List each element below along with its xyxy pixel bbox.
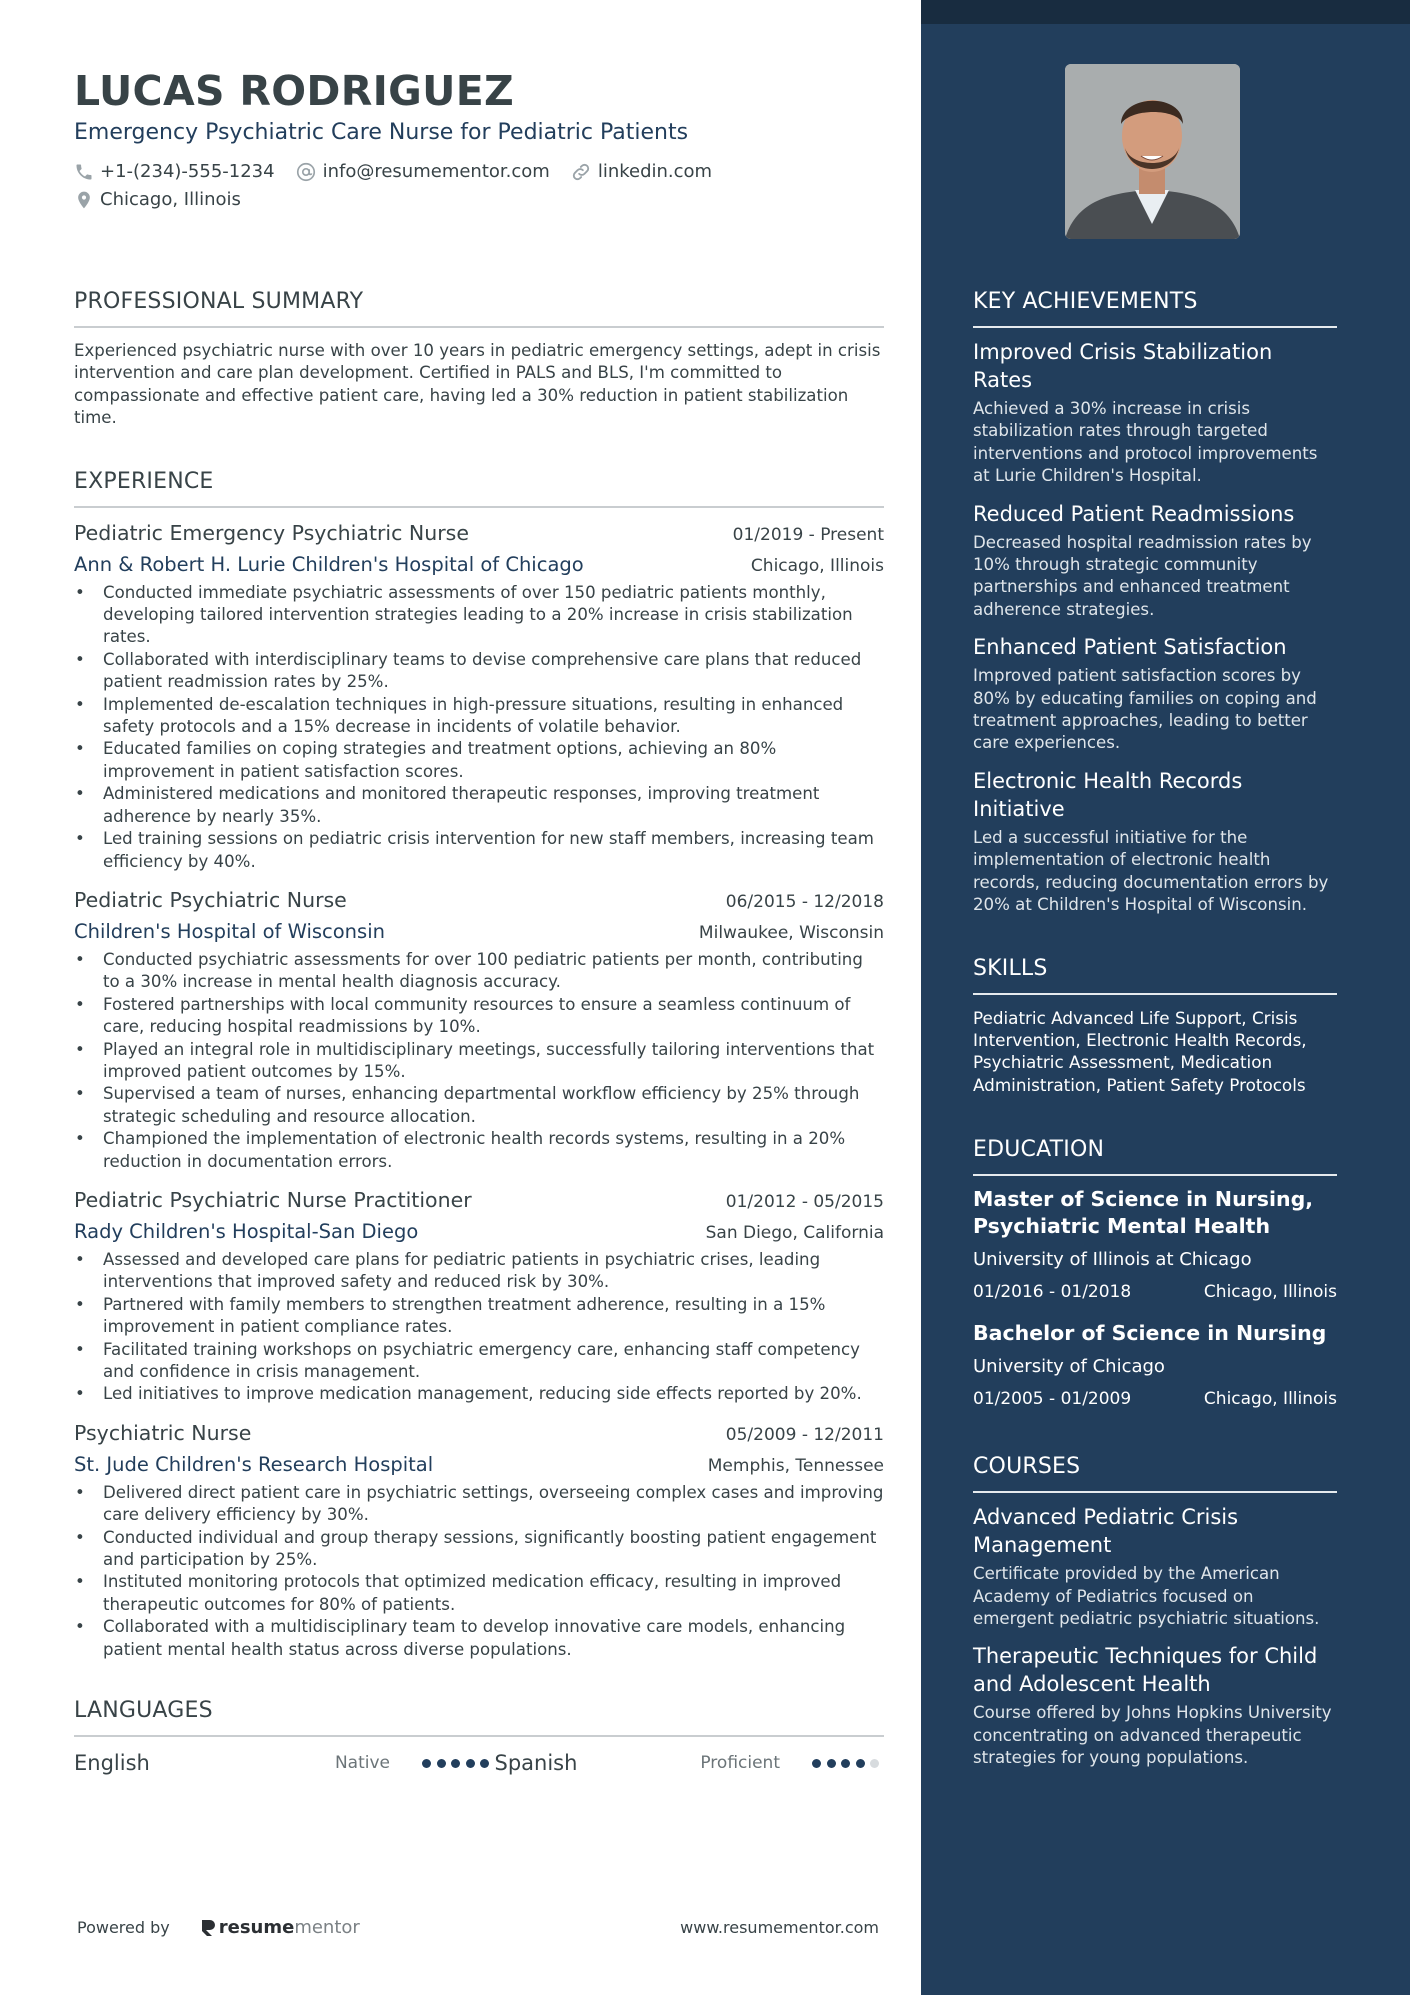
job-bullet: • Collaborated with a multidisciplinary team to develop innovative care models, enhancing patient mental health status across diverse populations. — [74, 1616, 884, 1661]
language-item — [74, 1751, 495, 1775]
job-title: Pediatric Psychiatric Nurse — [74, 887, 347, 912]
language-item — [495, 1751, 885, 1775]
experience-section — [74, 468, 884, 1661]
job-bullet: • Conducted immediate psychiatric assessments of over 150 pediatric patients monthly, developing tailored intervention strategies leading to a 20% increase in crisis stabilization rates. — [74, 582, 884, 649]
experience-heading: EXPERIENCE — [74, 468, 884, 508]
job-bullet: • Assessed and developed care plans for pediatric patients in psychiatric crises, leading interventions that improved safety and reduced risk by 30%. — [74, 1249, 884, 1294]
languages-heading: LANGUAGES — [74, 1697, 884, 1737]
job-location: San Diego, California — [705, 1222, 884, 1243]
courses-section — [973, 1453, 1337, 1769]
summary-section — [74, 288, 884, 430]
rating-dot — [827, 1759, 836, 1768]
job-entry — [74, 885, 884, 1173]
achievement-title: Electronic Health Records Initiative — [973, 768, 1243, 821]
rating-dot — [422, 1759, 431, 1768]
profile-photo — [1065, 64, 1240, 239]
job-dates: 06/2015 - 12/2018 — [725, 891, 884, 912]
education-degree: Master of Science in Nursing, Psychiatric Mental Health — [973, 1187, 1314, 1239]
job-bullet: • Collaborated with interdisciplinary teams to devise comprehensive care plans that reduced patient readmission rates by 25%. — [74, 649, 884, 694]
job-bullet: • Led initiatives to improve medication management, reducing side effects reported by 20%. — [74, 1383, 884, 1405]
education-school: University of Chicago — [973, 1356, 1165, 1378]
sidebar — [921, 0, 1410, 1995]
job-bullet: • Fostered partnerships with local community resources to ensure a seamless continuum of care, reducing hospital readmissions by 10%. — [74, 994, 884, 1039]
job-bullet: • Led training sessions on pediatric crisis intervention for new staff members, increasing team efficiency by 40%. — [74, 828, 884, 873]
linkedin-text: linkedin.com — [597, 161, 713, 182]
course-title: Therapeutic Techniques for Child and Adolescent Health — [973, 1644, 1318, 1697]
job-dates: 01/2012 - 05/2015 — [725, 1191, 884, 1212]
job-bullet: • Facilitated training workshops on psychiatric emergency care, enhancing staff competency and confidence in crisis management. — [74, 1339, 884, 1384]
location-text: Chicago, Illinois — [100, 189, 241, 210]
phone-text: +1-(234)-555-1234 — [100, 161, 275, 182]
at-sign-icon — [295, 161, 317, 183]
rating-dot — [812, 1759, 821, 1768]
education-section — [973, 1136, 1337, 1413]
candidate-headline: Emergency Psychiatric Care Nurse for Pediatric Patients — [74, 120, 689, 145]
contact-location — [74, 186, 241, 214]
resumementor-logo-icon — [200, 1918, 216, 1938]
location-pin-icon — [74, 190, 94, 210]
skills-heading: SKILLS — [973, 955, 1337, 995]
powered-by-text: Powered by — [77, 1918, 170, 1937]
job-entry — [74, 1185, 884, 1406]
education-location: Chicago, Illinois — [1203, 1389, 1337, 1410]
achievement-desc: Achieved a 30% increase in crisis stabilization rates through targeted interventions and protocol improvements at Lurie Children's Hospital. — [973, 399, 1318, 486]
summary-text: Experienced psychiatric nurse with over 10 years in pediatric emergency settings, adept in crisis intervention and care plan development. Certified in PALS and BLS, I'm committed to compassionate and effective patient care, having led a 30% reduction in patient stabilization time. — [74, 341, 881, 428]
job-bullets — [74, 582, 884, 873]
candidate-name: LUCAS RODRIGUEZ — [74, 67, 515, 115]
job-bullet: • Conducted individual and group therapy sessions, significantly boosting patient engagement and participation by 25%. — [74, 1527, 884, 1572]
rating-dot — [870, 1759, 879, 1768]
job-dates: 01/2019 - Present — [732, 524, 884, 545]
job-location: Memphis, Tennessee — [707, 1455, 884, 1476]
job-bullet: • Instituted monitoring protocols that optimized medication efficacy, resulting in improved therapeutic outcomes for 80% of patients. — [74, 1571, 884, 1616]
education-dates: 01/2016 - 01/2018 — [973, 1282, 1132, 1303]
job-bullets — [74, 949, 884, 1173]
job-title: Pediatric Emergency Psychiatric Nurse — [74, 520, 469, 545]
achievement-desc: Decreased hospital readmission rates by 10% through strategic community partnerships and enhanced treatment adherence strategies. — [973, 532, 1312, 619]
job-entry — [74, 518, 884, 873]
website-link[interactable]: www.resumementor.com — [680, 1918, 879, 1937]
rating-dot — [451, 1759, 460, 1768]
rating-dot — [480, 1759, 489, 1768]
rating-dot — [466, 1759, 475, 1768]
language-rating — [812, 1759, 885, 1768]
footer — [77, 1917, 879, 1938]
achievements-section — [973, 288, 1337, 917]
course-desc: Course offered by Johns Hopkins University concentrating on advanced therapeutic strategies for young populations. — [973, 1703, 1332, 1768]
course-desc: Certificate provided by the American Academy of Pediatrics focused on emergent pediatric psychiatric situations. — [973, 1564, 1320, 1628]
job-location: Chicago, Illinois — [750, 555, 884, 576]
avatar — [1065, 64, 1240, 239]
email-text: info@resumementor.com — [322, 161, 550, 182]
language-name: English — [74, 1751, 150, 1776]
achievement-title: Reduced Patient Readmissions — [973, 501, 1295, 526]
education-location: Chicago, Illinois — [1203, 1282, 1337, 1303]
language-rating — [422, 1759, 495, 1768]
education-school: University of Illinois at Chicago — [973, 1249, 1252, 1271]
language-level: Native — [334, 1753, 390, 1774]
job-bullets — [74, 1482, 884, 1661]
job-bullet: • Administered medications and monitored therapeutic responses, improving treatment adherence by nearly 35%. — [74, 783, 884, 828]
skills-section — [973, 955, 1337, 1097]
rating-dot — [437, 1759, 446, 1768]
achievement-desc: Improved patient satisfaction scores by 80% by educating families on coping and treatment approaches, leading to better care experiences. — [973, 666, 1317, 753]
contact-phone[interactable] — [74, 158, 275, 186]
job-bullet: • Conducted psychiatric assessments for over 100 pediatric patients per month, contributing to a 30% increase in mental health diagnosis accuracy. — [74, 949, 884, 994]
job-bullet: • Championed the implementation of electronic health records systems, resulting in a 20% reduction in documentation errors. — [74, 1128, 884, 1173]
sidebar-top-bar — [921, 0, 1410, 24]
rating-dot — [856, 1759, 865, 1768]
courses-heading: COURSES — [973, 1453, 1337, 1493]
job-company: Children's Hospital of Wisconsin — [74, 919, 385, 943]
achievement-desc: Led a successful initiative for the implementation of electronic health records, reducing documentation errors by 20% at Children's Hospital of Wisconsin. — [973, 827, 1329, 915]
job-title: Pediatric Psychiatric Nurse Practitioner — [74, 1187, 472, 1212]
brand-bold: resume — [218, 1917, 295, 1938]
rating-dot — [841, 1759, 850, 1768]
education-dates: 01/2005 - 01/2009 — [973, 1389, 1132, 1410]
achievements-heading: KEY ACHIEVEMENTS — [973, 288, 1337, 328]
brand-light: mentor — [294, 1917, 360, 1938]
language-level: Proficient — [700, 1753, 780, 1774]
job-title: Psychiatric Nurse — [74, 1420, 252, 1445]
achievement-title: Improved Crisis Stabilization Rates — [973, 340, 1273, 392]
summary-heading: PROFESSIONAL SUMMARY — [74, 288, 884, 328]
language-name: Spanish — [494, 1751, 578, 1776]
job-bullet: • Supervised a team of nurses, enhancing departmental workflow efficiency by 25% through strategic scheduling and resource allocation. — [74, 1083, 884, 1128]
brand-logo[interactable] — [200, 1917, 360, 1938]
job-bullet: • Delivered direct patient care in psychiatric settings, overseeing complex cases and improving care delivery efficiency by 30%. — [74, 1482, 884, 1527]
job-bullet: • Played an integral role in multidisciplinary meetings, successfully tailoring interventions that improved patient outcomes by 15%. — [74, 1039, 884, 1084]
course-title: Advanced Pediatric Crisis Management — [973, 1505, 1239, 1558]
job-bullet: • Implemented de-escalation techniques in high-pressure situations, resulting in enhanced safety protocols and a 15% decrease in incidents of volatile behavior. — [74, 694, 884, 739]
job-dates: 05/2009 - 12/2011 — [725, 1424, 884, 1445]
education-heading: EDUCATION — [973, 1136, 1337, 1176]
job-company: St. Jude Children's Research Hospital — [74, 1452, 434, 1476]
link-icon — [570, 161, 592, 183]
education-degree: Bachelor of Science in Nursing — [973, 1321, 1327, 1346]
job-bullets — [74, 1249, 884, 1406]
contact-info — [74, 158, 884, 214]
contact-linkedin[interactable] — [570, 158, 712, 186]
achievement-title: Enhanced Patient Satisfaction — [973, 635, 1287, 660]
job-company: Ann & Robert H. Lurie Children's Hospital of Chicago — [74, 552, 584, 576]
job-bullet: • Educated families on coping strategies and treatment options, achieving an 80% improvement in patient satisfaction scores. — [74, 738, 884, 783]
skills-text: Pediatric Advanced Life Support, Crisis Intervention, Electronic Health Records, Psychiatric Assessment, Medication Administration, Patient Safety Protocols — [973, 1007, 1307, 1095]
job-entry — [74, 1418, 884, 1661]
contact-email[interactable] — [295, 158, 550, 186]
languages-section — [74, 1697, 884, 1775]
phone-icon — [74, 162, 94, 182]
job-company: Rady Children's Hospital-San Diego — [74, 1219, 419, 1243]
job-bullet: • Partnered with family members to strengthen treatment adherence, resulting in a 15% improvement in patient compliance rates. — [74, 1294, 884, 1339]
job-location: Milwaukee, Wisconsin — [698, 922, 884, 943]
